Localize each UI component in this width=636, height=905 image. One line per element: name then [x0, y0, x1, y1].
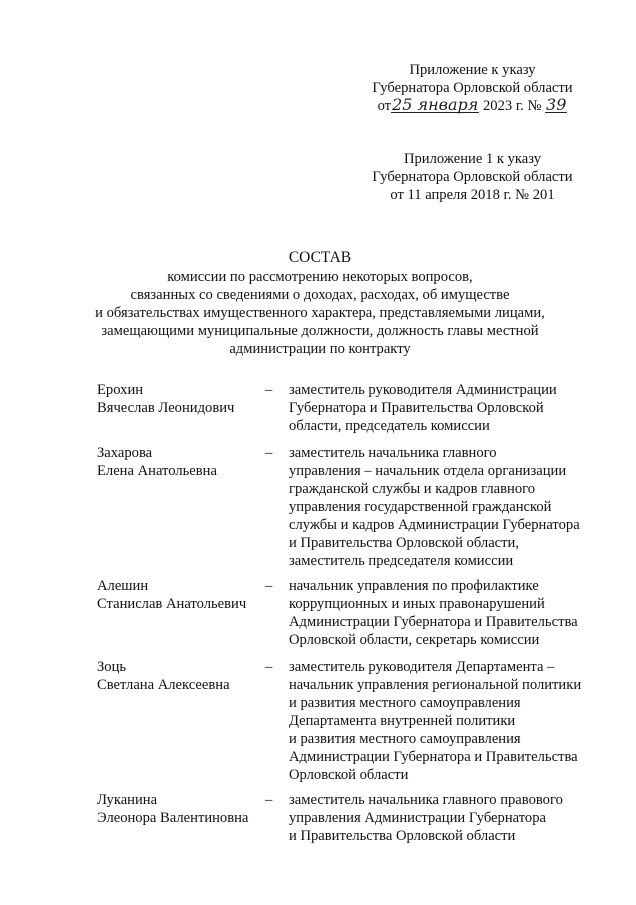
- member-entry: [97, 791, 597, 851]
- member-name: [97, 444, 267, 480]
- member-surname: Захарова: [97, 445, 153, 461]
- role-line: и развития местного самоуправления: [289, 731, 521, 747]
- role-line: заместитель руководителя Департамента –: [289, 659, 555, 675]
- member-given-names: Станислав Анатольевич: [97, 596, 247, 612]
- member-name: [97, 658, 267, 694]
- title-heading: СОСТАВ: [288, 249, 352, 266]
- members-list: [97, 381, 597, 851]
- dash-separator: –: [265, 578, 273, 594]
- role-line: начальник управления региональной политики: [289, 677, 582, 693]
- member-surname: Ерохин: [97, 382, 144, 398]
- dash-separator: –: [265, 792, 273, 808]
- dash-separator: –: [265, 382, 273, 398]
- role-line: заместитель руководителя Администрации: [289, 382, 557, 398]
- role-line: заместитель начальника главного: [289, 445, 497, 461]
- role-line: начальник управления по профилактике: [289, 578, 539, 594]
- appendix-original-line2: Губернатора Орловской области: [372, 169, 573, 185]
- member-entry: [97, 381, 597, 441]
- member-entry: [97, 444, 597, 577]
- appendix-current-date-line: [350, 97, 595, 115]
- role-line: заместитель председателя комиссии: [289, 553, 514, 569]
- title-line: комиссии по рассмотрению некоторых вопросов,: [167, 269, 473, 285]
- appendix-original-line3: от 11 апреля 2018 г. № 201: [390, 187, 555, 203]
- member-name: [97, 577, 267, 613]
- member-role: [289, 658, 597, 784]
- role-line: Администрации Губернатора и Правительства: [289, 614, 578, 630]
- member-entry: [97, 577, 597, 658]
- role-line: службы и кадров Администрации Губернатора: [289, 517, 580, 533]
- date-prefix: от: [377, 98, 392, 114]
- member-entry: [97, 658, 597, 791]
- title-line: связанных со сведениями о доходах, расходах, об имуществе: [130, 287, 510, 303]
- member-role: [289, 444, 597, 570]
- member-surname: Алешин: [97, 578, 149, 594]
- title-line: и обязательствах имущественного характера, представляемыми лицами,: [95, 305, 545, 321]
- role-line: Администрации Губернатора и Правительства: [289, 749, 578, 765]
- role-line: Департамента внутренней политики: [289, 713, 516, 729]
- member-given-names: Вячеслав Леонидович: [97, 400, 235, 416]
- member-given-names: Элеонора Валентиновна: [97, 810, 249, 826]
- member-name: [97, 381, 267, 417]
- role-line: управления Администрации Губернатора: [289, 810, 546, 826]
- member-surname: Зоць: [97, 659, 127, 675]
- dash-separator: –: [265, 659, 273, 675]
- title-line: замещающими муниципальные должности, должность главы местной: [101, 323, 539, 339]
- member-role: [289, 577, 597, 649]
- member-given-names: Елена Анатольевна: [97, 463, 217, 479]
- role-line: Губернатора и Правительства Орловской: [289, 400, 544, 416]
- appendix-current-line1: Приложение к указу: [409, 62, 536, 78]
- role-line: области, председатель комиссии: [289, 418, 490, 434]
- role-line: коррупционных и иных правонарушений: [289, 596, 545, 612]
- member-given-names: Светлана Алексеевна: [97, 677, 230, 693]
- appendix-original-line1: Приложение 1 к указу: [403, 151, 542, 167]
- role-line: и развития местного самоуправления: [289, 695, 521, 711]
- dash-separator: –: [265, 445, 273, 461]
- member-name: [97, 791, 267, 827]
- document-title: [90, 249, 550, 358]
- role-line: управления государственной гражданской: [289, 499, 552, 515]
- handwritten-number: 39: [546, 95, 567, 114]
- role-line: Орловской области, секретарь комиссии: [289, 632, 540, 648]
- role-line: заместитель начальника главного правового: [289, 792, 563, 808]
- appendix-current-line2: Губернатора Орловской области: [372, 80, 573, 96]
- handwritten-date: 25 января: [392, 95, 479, 114]
- role-line: управления – начальник отдела организации: [289, 463, 567, 479]
- role-line: и Правительства Орловской области,: [289, 535, 519, 551]
- member-role: [289, 791, 597, 845]
- role-line: Орловской области: [289, 767, 409, 783]
- title-line: администрации по контракту: [229, 341, 411, 357]
- role-line: и Правительства Орловской области: [289, 828, 516, 844]
- appendix-current: [350, 61, 595, 115]
- member-role: [289, 381, 597, 435]
- member-surname: Луканина: [97, 792, 158, 808]
- appendix-original: [350, 150, 595, 204]
- year-number-label: 2023 г. №: [482, 98, 542, 114]
- role-line: гражданской службы и кадров главного: [289, 481, 536, 497]
